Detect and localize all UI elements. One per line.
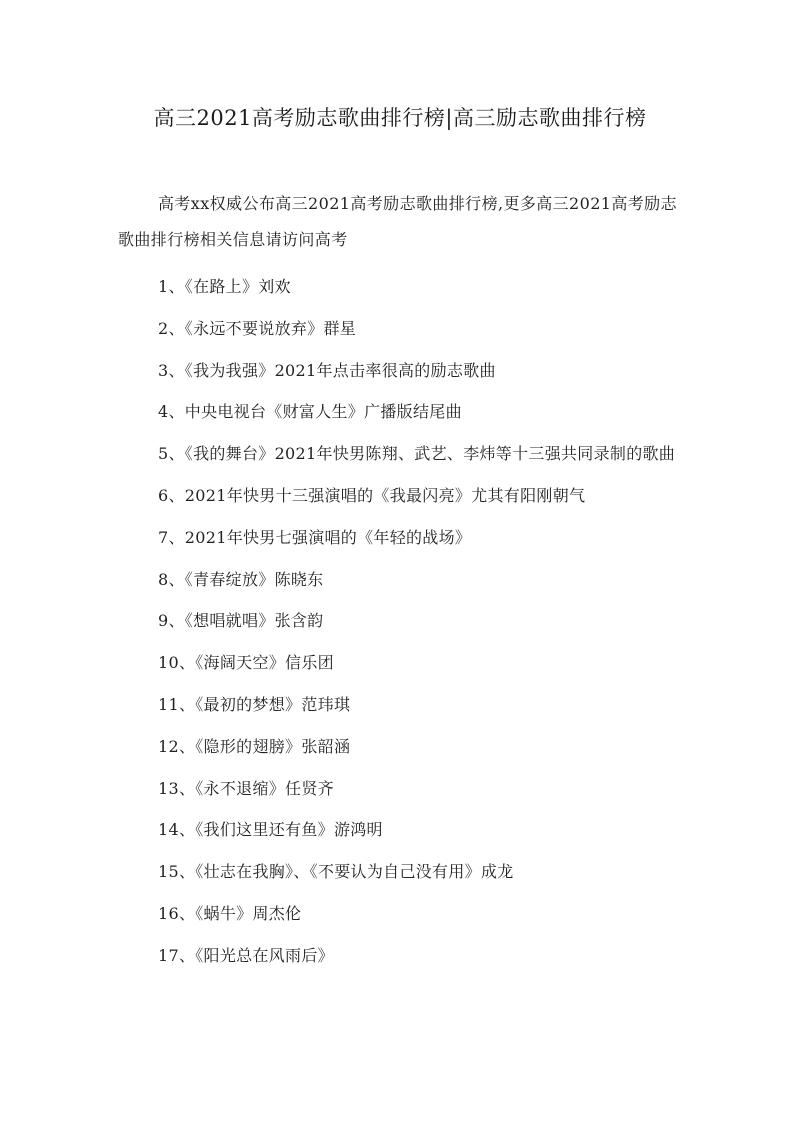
page-title: 高三2021高考励志歌曲排行榜|高三励志歌曲排行榜 [153, 106, 647, 130]
list-item: 8、《青春绽放》陈晓东 [158, 569, 324, 589]
list-item: 16、《蜗牛》周杰伦 [158, 903, 302, 923]
list-item: 7、2021年快男七强演唱的《年轻的战场》 [158, 527, 472, 547]
intro-paragraph: 高考xx权威公布高三2021高考励志歌曲排行榜,更多高三2021高考励志歌曲排行榜相关信息请访问高考 [118, 194, 677, 249]
list-item: 2、《永远不要说放弃》群星 [158, 318, 357, 338]
list-item: 12、《隐形的翅膀》张韶涵 [158, 736, 351, 756]
song-list [118, 266, 688, 977]
list-item: 11、《最初的梦想》范玮琪 [158, 694, 351, 714]
list-item: 6、2021年快男十三强演唱的《我最闪亮》尤其有阳刚朝气 [158, 485, 586, 505]
list-item: 15、《壮志在我胸》、《不要认为自己没有用》成龙 [158, 862, 514, 882]
list-item: 17、《阳光总在风雨后》 [158, 945, 334, 965]
list-item: 3、《我为我强》2021年点击率很高的励志歌曲 [158, 360, 496, 380]
list-item: 5、《我的舞台》2021年快男陈翔、武艺、李炜等十三强共同录制的歌曲 [158, 444, 676, 464]
list-item: 4、中央电视台《财富人生》广播版结尾曲 [158, 402, 462, 422]
list-item: 9、《想唱就唱》张含韵 [158, 611, 324, 631]
list-item: 13、《永不退缩》任贤齐 [158, 778, 334, 798]
list-item: 10、《海阔天空》信乐团 [158, 653, 334, 673]
list-item: 14、《我们这里还有鱼》游鸿明 [158, 820, 383, 840]
list-item: 1、《在路上》刘欢 [158, 277, 291, 296]
